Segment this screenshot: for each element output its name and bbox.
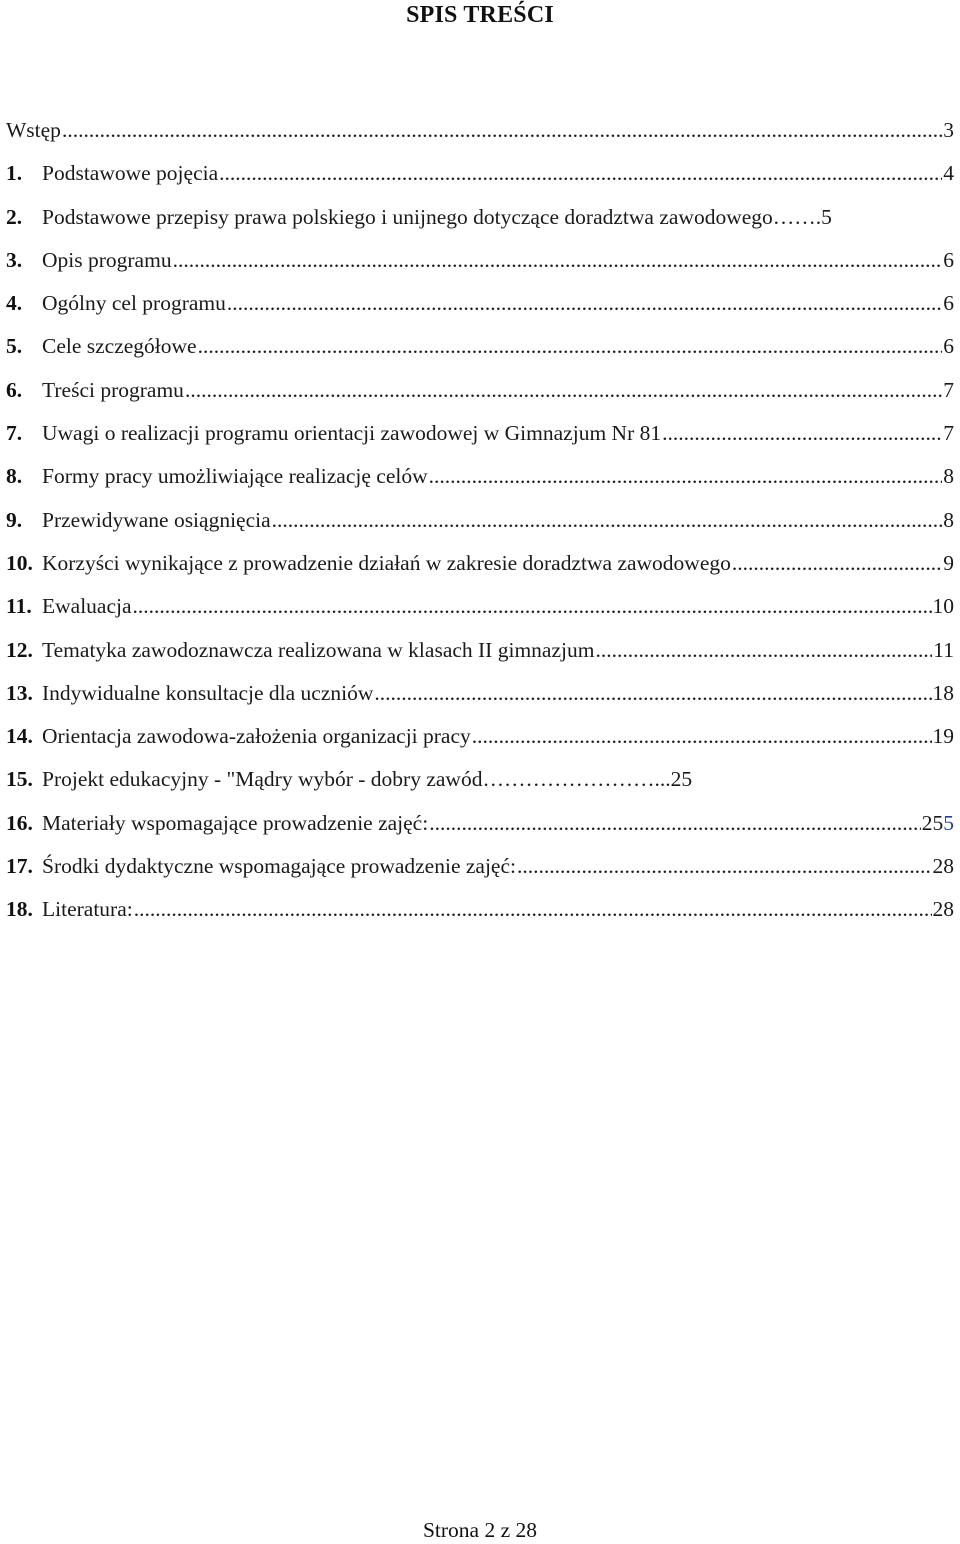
toc-leader (185, 375, 942, 405)
toc-entry-page: 10 (932, 594, 954, 619)
toc-entry-page: .25 (665, 767, 693, 792)
toc-leader (272, 505, 943, 535)
toc-entry-number: 14. (6, 724, 33, 749)
toc-leader (134, 894, 932, 924)
page-footer: Strona 2 z 28 (422, 1518, 538, 1542)
toc-entry-number: 1. (6, 161, 23, 186)
toc-leader (173, 245, 943, 275)
toc-entry-page: 6 (943, 247, 954, 272)
toc-leader (227, 288, 942, 318)
toc-entry-title: Orientacja zawodowa-założenia organizacji pracy (42, 724, 471, 749)
toc-entry-number: 5. (6, 334, 23, 359)
toc-entry-title: Projekt edukacyjny - "Mądry wybór - dobry zawód (42, 767, 483, 792)
toc-entry-16[interactable] (6, 808, 954, 851)
toc-entry-number: 4. (6, 291, 23, 316)
toc-entry-title: Wstęp (6, 118, 61, 142)
toc-entry-title: Środki dydaktyczne wspomagające prowadzenie zajęć: (42, 854, 516, 879)
toc-entry-11[interactable] (6, 591, 954, 634)
toc-entry-page (922, 808, 954, 838)
toc-entry-page: 8 (943, 464, 954, 489)
toc-entry-title: Materiały wspomagające prowadzenie zajęć: (42, 810, 429, 835)
toc-leader (662, 418, 942, 448)
toc-entry-2[interactable] (6, 202, 954, 245)
toc-entry-title: Podstawowe przepisy prawa polskiego i unijnego dotyczące doradztwa zawodowego (42, 204, 773, 229)
toc-entry-8[interactable] (6, 461, 954, 504)
toc-entry-title: Korzyści wynikające z prowadzenie działań w zakresie doradztwa zawodowego (42, 550, 731, 575)
toc-leader (732, 548, 942, 578)
toc-entry-page: 11 (933, 637, 954, 662)
toc-entry-3[interactable] (6, 245, 954, 288)
toc-leader (133, 591, 932, 621)
toc-entry-6[interactable] (6, 375, 954, 418)
toc-entry-18[interactable] (6, 894, 954, 937)
toc-leader (429, 808, 921, 838)
toc-entry-number: 18. (6, 897, 33, 922)
toc-leader (62, 115, 942, 145)
toc-entry-page: 7 (943, 421, 954, 446)
toc-entry-title: Cele szczegółowe (42, 334, 197, 359)
toc-entry-page: 3 (943, 118, 954, 142)
toc-leader: …………………….. (482, 767, 666, 792)
toc-entry-number: 17. (6, 854, 33, 879)
toc-entry-17[interactable] (6, 851, 954, 894)
toc-entry-number: 6. (6, 377, 23, 402)
toc-entry-7[interactable] (6, 418, 954, 461)
toc-entry-title: Tematyka zawodoznawcza realizowana w klasach II gimnazjum (42, 637, 595, 662)
toc-entry-title: Ewaluacja (42, 594, 132, 619)
toc-entry-title: Treści programu (42, 377, 184, 402)
toc-entry-page: 9 (943, 550, 954, 575)
toc-entry-13[interactable] (6, 678, 954, 721)
toc-entry-page: 7 (943, 377, 954, 402)
toc-entry-number: 3. (6, 247, 23, 272)
toc-entry-1[interactable] (6, 158, 954, 201)
toc-leader (472, 721, 932, 751)
toc-entry-page: 18 (932, 680, 954, 705)
toc-entry-15[interactable] (6, 764, 954, 807)
toc-entry-page: 6 (943, 334, 954, 359)
toc-leader (595, 635, 932, 665)
toc-entry-page-main: 25 (921, 810, 944, 835)
toc-entry-title: Uwagi o realizacji programu orientacji zawodowej w Gimnazjum Nr 81 (42, 421, 662, 446)
toc-entry-number: 9. (6, 507, 23, 532)
toc-entry-title: Literatura: (42, 897, 133, 922)
toc-entry-number: 11. (6, 594, 32, 619)
toc-leader (517, 851, 932, 881)
toc-entry-4[interactable] (6, 288, 954, 331)
toc-entry-number: 12. (6, 637, 33, 662)
table-of-contents (6, 115, 954, 938)
toc-entry-page: 8 (943, 507, 954, 532)
toc-entry-page: .5 (815, 204, 832, 229)
toc-entry-number: 7. (6, 421, 23, 446)
toc-entry-title: Ogólny cel programu (42, 291, 226, 316)
toc-entry-page: 19 (932, 724, 954, 749)
toc-entry-title: Podstawowe pojęcia (42, 161, 219, 186)
toc-leader (429, 461, 943, 491)
page-title: SPIS TREŚCI (406, 2, 554, 28)
toc-leader (374, 678, 931, 708)
toc-entry-title: Formy pracy umożliwiające realizację celów (42, 464, 428, 489)
toc-entry-9[interactable] (6, 505, 954, 548)
toc-entry-page: 6 (943, 291, 954, 316)
toc-entry-title: Przewidywane osiągnięcia (42, 507, 271, 532)
toc-entry-12[interactable] (6, 635, 954, 678)
toc-entry-page-highlight: 5 (943, 810, 954, 835)
toc-leader: …… (772, 204, 816, 229)
toc-entry-page: 28 (932, 897, 954, 922)
toc-entry-intro[interactable] (6, 115, 954, 158)
toc-entry-number: 13. (6, 680, 33, 705)
toc-entry-14[interactable] (6, 721, 954, 764)
toc-entry-page: 28 (932, 854, 954, 879)
toc-entry-page: 4 (943, 161, 954, 186)
toc-entry-title: Indywidualne konsultacje dla uczniów (42, 680, 374, 705)
toc-entry-number: 15. (6, 767, 33, 792)
toc-leader (219, 158, 942, 188)
toc-entry-number: 16. (6, 810, 33, 835)
toc-entry-number: 8. (6, 464, 23, 489)
toc-entry-5[interactable] (6, 331, 954, 374)
toc-entry-10[interactable] (6, 548, 954, 591)
toc-entry-number: 2. (6, 204, 23, 229)
toc-leader (198, 331, 943, 361)
toc-entry-number: 10. (6, 550, 33, 575)
toc-entry-title: Opis programu (42, 247, 172, 272)
